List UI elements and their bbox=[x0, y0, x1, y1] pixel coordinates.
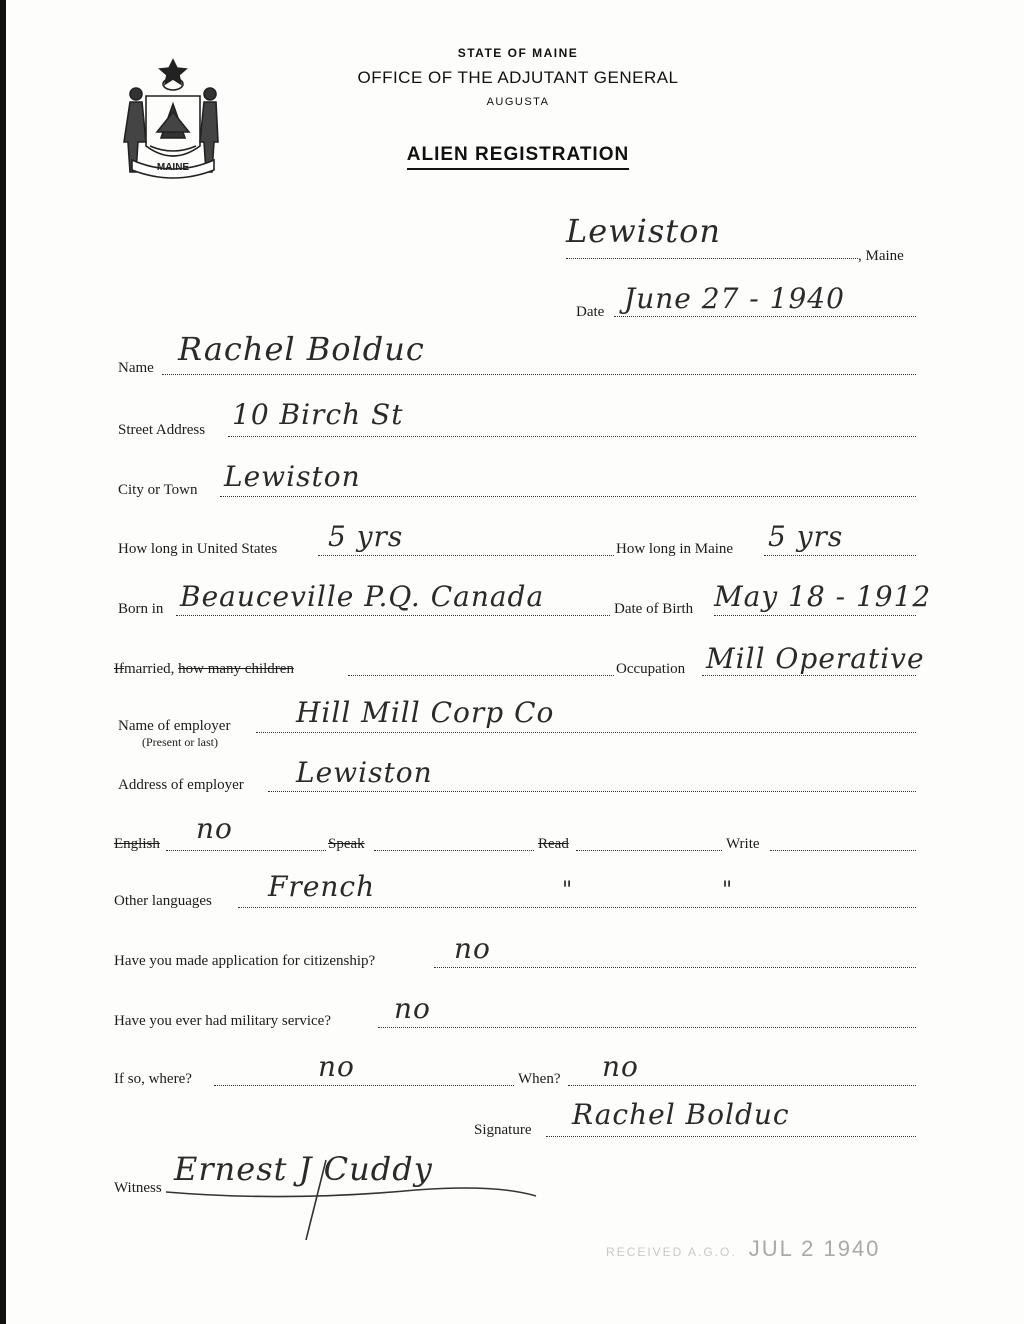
witness-flourish bbox=[156, 1140, 546, 1240]
where-label: If so, where? bbox=[114, 1071, 192, 1087]
citizenship-value: no bbox=[454, 932, 491, 965]
other-languages-value: French bbox=[268, 870, 376, 903]
speak-label: Speak bbox=[328, 836, 365, 852]
header-state: STATE OF MAINE bbox=[457, 46, 579, 60]
how-long-us-value: 5 yrs bbox=[328, 520, 404, 553]
date-value: June 27 - 1940 bbox=[624, 282, 845, 315]
born-in-value: Beauceville P.Q. Canada bbox=[180, 580, 545, 613]
witness-value: Ernest J Cuddy bbox=[174, 1150, 433, 1188]
form-title: ALIEN REGISTRATION bbox=[6, 144, 1024, 166]
how-long-maine-value: 5 yrs bbox=[768, 520, 844, 553]
place-value: Lewiston bbox=[566, 212, 721, 250]
english-label: English bbox=[114, 836, 160, 852]
header-city: AUGUSTA bbox=[486, 96, 550, 108]
military-label: Have you ever had military service? bbox=[114, 1013, 331, 1029]
signature-label: Signature bbox=[474, 1122, 532, 1138]
name-value: Rachel Bolduc bbox=[178, 330, 425, 368]
when-label: When? bbox=[518, 1071, 561, 1087]
signature-value: Rachel Bolduc bbox=[572, 1098, 790, 1131]
married-label: Ifmarried, how many children bbox=[114, 661, 294, 677]
other-languages-label: Other languages bbox=[114, 893, 212, 909]
read-label: Read bbox=[538, 836, 569, 852]
header-office: OFFICE OF THE ADJUTANT GENERAL bbox=[357, 68, 679, 87]
other-write-value: " bbox=[722, 878, 734, 903]
street-label: Street Address bbox=[118, 422, 206, 438]
employer-value: Hill Mill Corp Co bbox=[296, 696, 555, 729]
employer-sub-label: (Present or last) bbox=[142, 735, 218, 749]
maine-label: , Maine bbox=[858, 248, 904, 264]
how-long-us-label: How long in United States bbox=[118, 541, 278, 557]
date-of-birth-value: May 18 - 1912 bbox=[714, 580, 932, 613]
date-label: Date bbox=[576, 304, 605, 320]
employer-address-label: Address of employer bbox=[118, 777, 244, 793]
witness-label: Witness bbox=[114, 1180, 162, 1196]
city-label: City or Town bbox=[118, 482, 198, 498]
how-long-maine-label: How long in Maine bbox=[616, 541, 734, 557]
citizenship-label: Have you made application for citizenship? bbox=[114, 953, 376, 969]
date-of-birth-label: Date of Birth bbox=[614, 601, 694, 617]
other-read-value: " bbox=[562, 878, 574, 903]
born-in-label: Born in bbox=[118, 601, 164, 617]
street-value: 10 Birch St bbox=[232, 398, 404, 431]
english-value: no bbox=[196, 812, 233, 845]
when-value: no bbox=[602, 1050, 639, 1083]
employer-label: Name of employer bbox=[118, 718, 231, 734]
city-value: Lewiston bbox=[224, 460, 361, 493]
where-value: no bbox=[318, 1050, 355, 1083]
occupation-label: Occupation bbox=[616, 661, 686, 677]
employer-address-value: Lewiston bbox=[296, 756, 433, 789]
write-label: Write bbox=[726, 836, 760, 852]
received-stamp: RECEIVED A.G.O. JUL 2 1940 bbox=[606, 1236, 881, 1261]
military-value: no bbox=[394, 992, 431, 1025]
occupation-value: Mill Operative bbox=[706, 642, 925, 675]
name-label: Name bbox=[118, 360, 154, 376]
seal-text: MAINE bbox=[156, 162, 190, 173]
